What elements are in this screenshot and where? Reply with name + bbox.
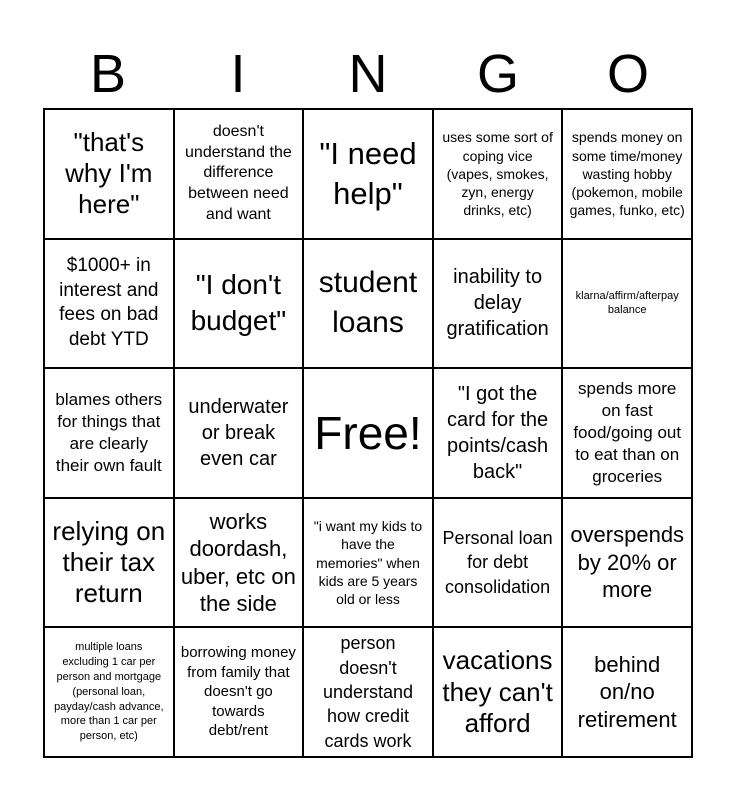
bingo-cell-r4c5[interactable]: overspends by 20% or more [562, 498, 692, 628]
bingo-cell-r2c3[interactable]: student loans [303, 239, 433, 369]
bingo-cell-r1c3[interactable]: "I need help" [303, 109, 433, 239]
bingo-header [43, 40, 693, 108]
bingo-cell-r2c5[interactable]: klarna/affirm/afterpay balance [562, 239, 692, 369]
bingo-cell-r4c4[interactable]: Personal loan for debt consolidation [433, 498, 563, 628]
header-letter-n: N [348, 44, 388, 104]
bingo-board [43, 108, 693, 758]
bingo-cell-r1c4[interactable]: uses some sort of coping vice (vapes, smokes, zyn, energy drinks, etc) [433, 109, 563, 239]
bingo-cell-r5c2[interactable]: borrowing money from family that doesn't go towards debt/rent [174, 627, 304, 757]
bingo-cell-r4c2[interactable]: works doordash, uber, etc on the side [174, 498, 304, 628]
bingo-cell-r1c5[interactable]: spends money on some time/money wasting hobby (pokemon, mobile games, funko, etc) [562, 109, 692, 239]
bingo-cell-r3c1[interactable]: blames others for things that are clearly their own fault [44, 368, 174, 498]
header-letter-g: G [476, 44, 519, 104]
bingo-cell-r5c1[interactable]: multiple loans excluding 1 car per person and mortgage (personal loan, payday/cash advance, more than 1 car per person, etc) [44, 627, 174, 757]
header-letter-o: O [606, 44, 649, 104]
bingo-cell-r5c4[interactable]: vacations they can't afford [433, 627, 563, 757]
bingo-cell-r4c1[interactable]: relying on their tax return [44, 498, 174, 628]
bingo-cell-r3c2[interactable]: underwater or break even car [174, 368, 304, 498]
bingo-cell-r5c3[interactable]: person doesn't understand how credit cards work [303, 627, 433, 757]
bingo-cell-r5c5[interactable]: behind on/no retirement [562, 627, 692, 757]
bingo-cell-r3c4[interactable]: "I got the card for the points/cash back" [433, 368, 563, 498]
bingo-cell-r3c5[interactable]: spends more on fast food/going out to eat than on groceries [562, 368, 692, 498]
bingo-cell-r2c2[interactable]: "I don't budget" [174, 239, 304, 369]
header-letter-b: B [89, 44, 127, 104]
bingo-cell-r1c2[interactable]: doesn't understand the difference between need and want [174, 109, 304, 239]
bingo-cell-r1c1[interactable]: "that's why I'm here" [44, 109, 174, 239]
bingo-cell-r4c3[interactable]: "i want my kids to have the memories" when kids are 5 years old or less [303, 498, 433, 628]
bingo-cell-free[interactable]: Free! [303, 368, 433, 498]
bingo-cell-r2c1[interactable]: $1000+ in interest and fees on bad debt YTD [44, 239, 174, 369]
bingo-cell-r2c4[interactable]: inability to delay gratification [433, 239, 563, 369]
header-letter-i: I [230, 44, 246, 104]
